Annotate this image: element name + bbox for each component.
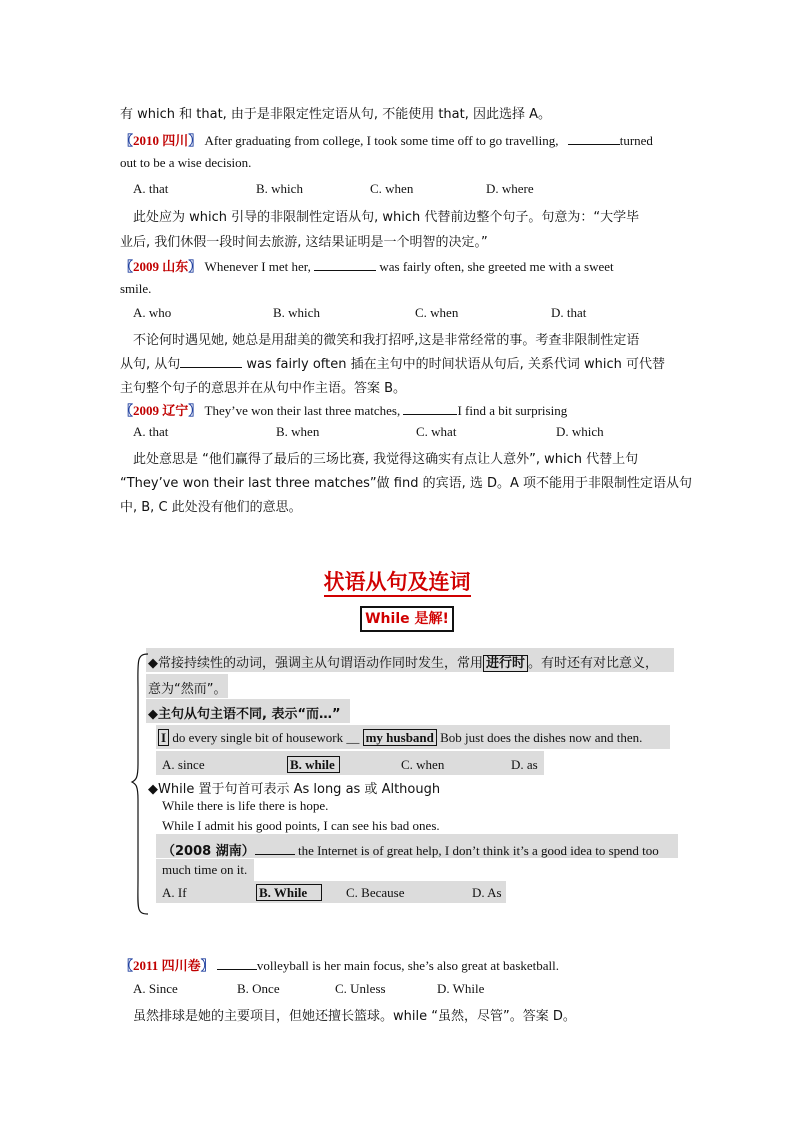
highlight-box: my husband xyxy=(363,729,437,746)
option-c: C. Unless xyxy=(335,981,386,996)
question-text: out to be a wise decision. xyxy=(120,155,252,170)
explanation: 虽然排球是她的主要项目，但她还擅长篮球。while “虽然，尽管”。答案 D。 xyxy=(133,1009,576,1024)
explanation: 此处应为 which 引导的非限制性定语从句, which 代替前边整个句子。句意为：“大学毕 xyxy=(133,210,640,225)
note-usage-1: ◆常接持续性的动词，强调主从句谓语动作同时发生，常用 进行时 。有时还有对比意义， xyxy=(148,656,659,671)
option-a: A. Since xyxy=(133,981,178,996)
note-usage-2: ◆主句从句主语不同, 表示“而…” xyxy=(148,707,341,722)
option-b: B. While xyxy=(256,885,322,901)
example-sentence: I do every single bit of housework __ my husband Bob just does the dishes now and then. xyxy=(158,730,642,746)
continued-explanation: 有 which 和 that, 由于是非限定性定语从句, 不能使用 that, 因此选择 A。 xyxy=(120,107,552,122)
option-a: A. since xyxy=(162,757,205,772)
option-b: B. when xyxy=(276,424,320,439)
option-b: B. while xyxy=(287,757,340,773)
source-tag: 〖2009 山东〗 xyxy=(120,259,202,275)
source-tag: 〖2010 四川〗 xyxy=(120,133,202,149)
option-c: C. what xyxy=(416,424,457,439)
option-a: A. If xyxy=(162,885,187,900)
example-sentence: While there is life there is hope. xyxy=(162,798,329,813)
explanation: 主句整个句子的意思并在从句中作主语。答案 B。 xyxy=(120,381,407,396)
answer-blank xyxy=(403,402,457,415)
option-d: D. where xyxy=(486,181,534,196)
question-2009-liaoning: 〖2009 辽宁〗 They’ve won their last three matches, I find a bit surprising xyxy=(120,403,568,419)
source-tag: 〖2011 四川卷〗 xyxy=(120,958,214,974)
explanation: 此处意思是 “他们赢得了最后的三场比赛, 我觉得这确实有点让人意外”, which 代替上句 xyxy=(133,452,639,467)
answer-blank xyxy=(314,258,376,271)
option-d: D. which xyxy=(556,424,604,439)
note-usage-3: ◆While 置于句首可表示 As long as 或 Although xyxy=(148,782,441,797)
section-subtitle: While 是解! xyxy=(360,606,454,632)
option-c: C. Because xyxy=(346,885,405,900)
option-d: D. that xyxy=(551,305,587,320)
option-d: D. While xyxy=(437,981,485,996)
example-sentence: While I admit his good points, I can see his bad ones. xyxy=(162,818,440,833)
question-2008-hunan: （2008 湖南） the Internet is of great help, I don’t think it’s a good idea to spend too xyxy=(162,843,659,859)
option-c: C. when xyxy=(415,305,459,320)
option-c: C. when xyxy=(370,181,414,196)
option-b: B. Once xyxy=(237,981,280,996)
question-2010-sichuan: 〖2010 四川〗 After graduating from college, I took some time off to go travelling, turned xyxy=(120,133,653,149)
explanation: 从句, 从句 was fairly often 插在主句中的时间状语从句后, 关系代词 which 可代替 xyxy=(120,357,666,372)
note-usage-1-cont: 意为“然而”。 xyxy=(148,682,227,697)
explanation: 中, B, C 此处没有他们的意思。 xyxy=(120,500,302,515)
question-2011-sichuan: 〖2011 四川卷〗 volleyball is her main focus, she’s also great at basketball. xyxy=(120,958,560,974)
answer-blank xyxy=(568,132,620,145)
section-title: 状语从句及连词 xyxy=(0,566,794,596)
option-c: C. when xyxy=(401,757,445,772)
highlight-box: 进行时 xyxy=(483,655,528,672)
question-text: much time on it. xyxy=(162,862,248,877)
option-d: D. as xyxy=(511,757,538,772)
question-text: smile. xyxy=(120,281,152,296)
question-2009-shandong: 〖2009 山东〗 Whenever I met her, was fairly often, she greeted me with a sweet xyxy=(120,259,614,275)
source-tag: 〖2009 辽宁〗 xyxy=(120,403,202,419)
option-b: B. which xyxy=(273,305,320,320)
option-a: A. that xyxy=(133,181,169,196)
option-b: B. which xyxy=(256,181,303,196)
explanation: 业后, 我们休假一段时间去旅游, 这结果证明是一个明智的决定。” xyxy=(120,235,488,250)
option-d: D. As xyxy=(472,885,502,900)
option-a: A. who xyxy=(133,305,172,320)
explanation: 不论何时遇见她, 她总是用甜美的微笑和我打招呼,这是非常经常的事。考查非限制性定语 xyxy=(133,333,640,348)
option-a: A. that xyxy=(133,424,169,439)
explanation: “They’ve won their last three matches”做 find 的宾语, 选 D。A 项不能用于非限制性定语从句 xyxy=(120,476,693,491)
